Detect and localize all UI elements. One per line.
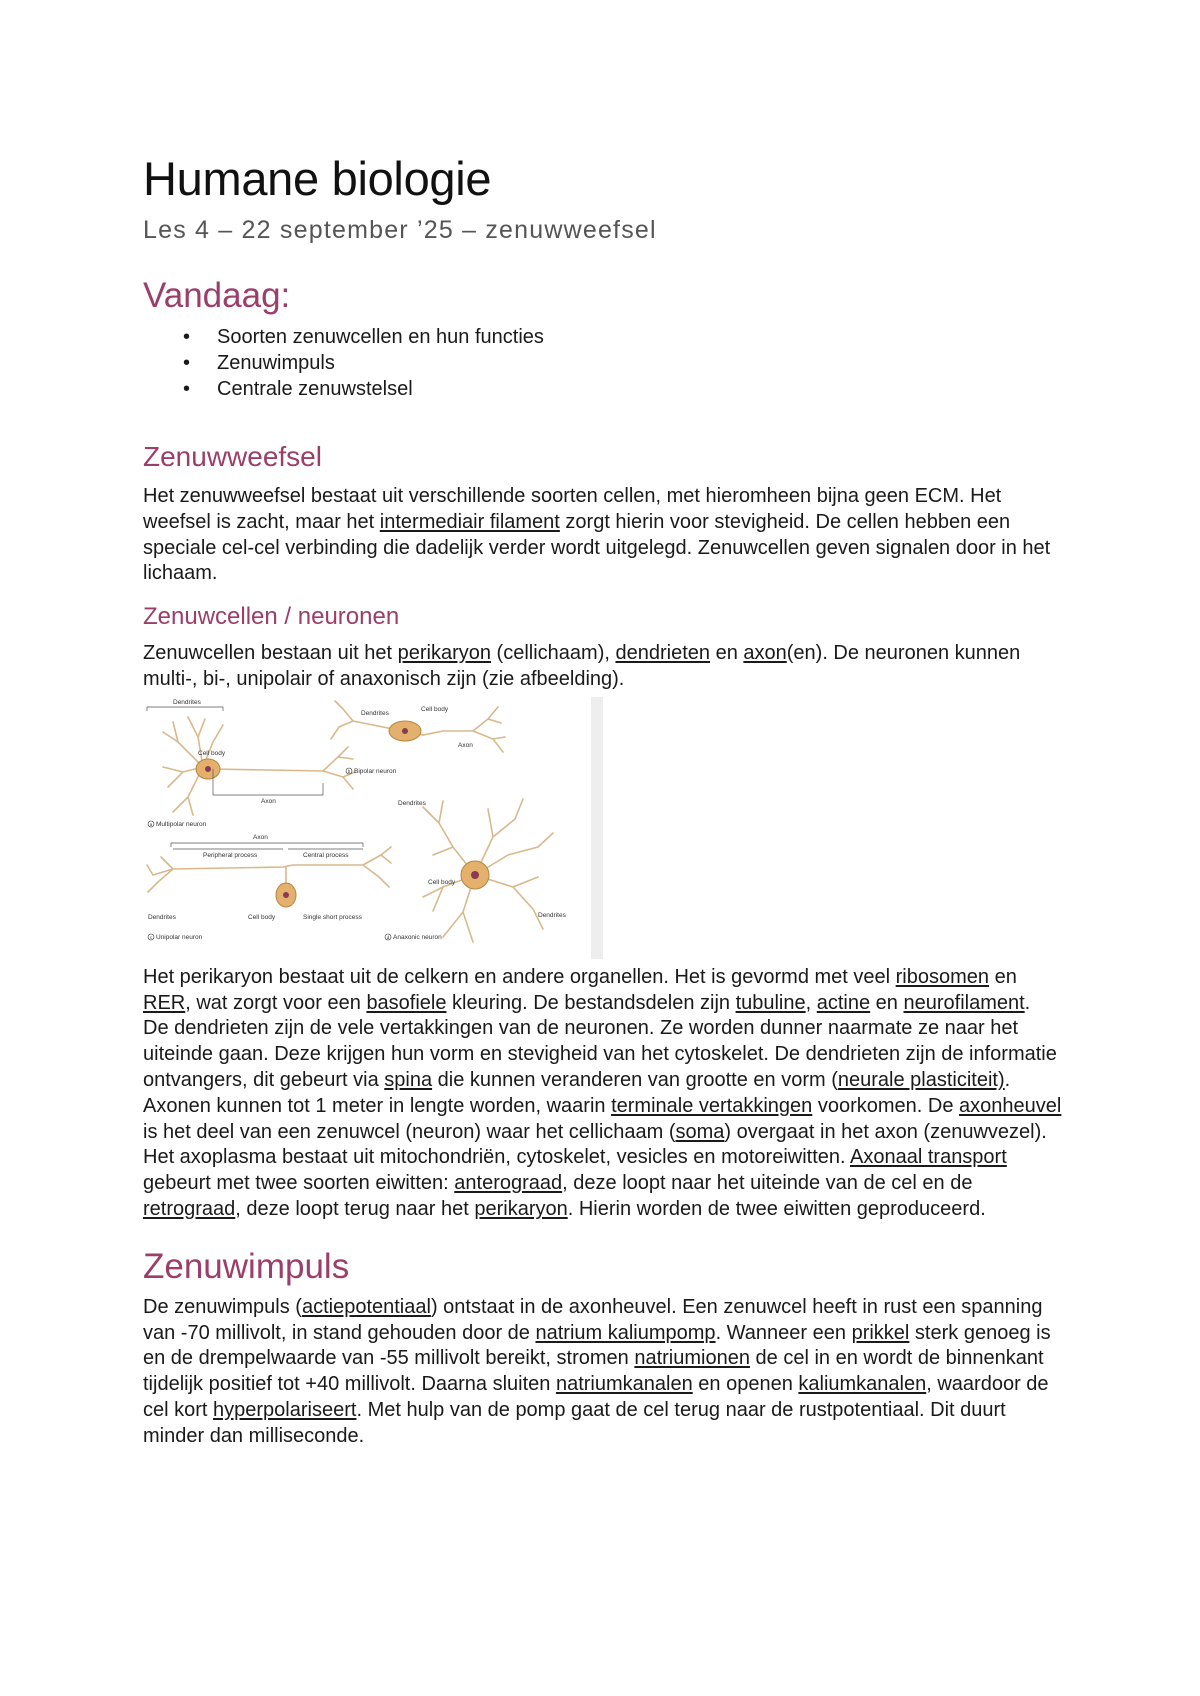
text-run: De zenuwimpuls (: [143, 1295, 302, 1318]
text-run: , waardoor de cel kort: [143, 1373, 1049, 1421]
label-dendrites-d: Dendrites: [398, 799, 426, 807]
paragraph-zenuwimpuls: [143, 1295, 1063, 1450]
underlined-term: Axonaal transport: [850, 1146, 1007, 1169]
text-run: Axonen kunnen tot 1 meter in lengte worden, waarin: [143, 1094, 612, 1117]
label-anaxonic: Anaxonic neuron: [393, 933, 442, 941]
underlined-term: axon: [743, 642, 787, 665]
label-peripheral: Peripheral process: [203, 851, 258, 859]
underlined-term: perikaryon: [397, 642, 491, 665]
underlined-term: kaliumkanalen: [798, 1373, 927, 1396]
text-run: (cellichaam),: [491, 642, 616, 665]
underlined-term: actiepotentiaal: [301, 1295, 431, 1318]
text-run: . Hierin worden de twee eiwitten geproduceerd.: [567, 1197, 986, 1220]
label-axon-c: Axon: [253, 833, 268, 841]
text-run: Het perikaryon bestaat uit de celkern en andere organellen. Het is gevormd met veel: [143, 965, 896, 988]
underlined-term: retrograad: [143, 1197, 236, 1220]
text-run: . Met hulp van de pomp gaat de cel terug naar de rustpotentiaal. Dit duurt minder dan milliseconde.: [143, 1398, 1006, 1447]
text-run: sterk genoeg is en de drempelwaarde van -55 millivolt bereikt, stromen: [143, 1321, 1051, 1370]
doc-title: Humane biologie: [143, 152, 492, 205]
text-run: De dendrieten zijn de vele vertakkingen van de neuronen. Ze worden dunner naarmate ze naar het uiteinde gaan. Deze krijgen hun vorm en stevigheid van het cytoskelet. De dendrieten zijn de informatie ontvangers, dit gebeurt via: [143, 1017, 1057, 1091]
underlined-term: intermediair filament: [379, 510, 560, 533]
paragraph-zenuwweefsel: [143, 484, 1063, 587]
label-letter-a: a: [149, 821, 153, 827]
underlined-term: tubuline: [735, 991, 806, 1014]
text-run: ) ontstaat in de axonheuvel. Een zenuwcel heeft in rust een spanning van -70 millivolt, in stand gehouden door de: [143, 1295, 1043, 1344]
paragraph-perikaryon: [143, 965, 1063, 1017]
label-bipolar: Bipolar neuron: [354, 767, 397, 775]
paragraph-dendrieten: [143, 1016, 1063, 1093]
underlined-term: natriumionen: [634, 1347, 750, 1370]
text-run: , deze loopt terug naar het: [235, 1197, 475, 1220]
label-axon-a: Axon: [261, 797, 276, 805]
label-cell-body-c: Cell body: [248, 913, 276, 921]
text-run: en openen: [692, 1373, 799, 1396]
doc-subtitle: Les 4 – 22 september ’25 – zenuwweefsel: [143, 216, 657, 244]
paragraph-axonen: [143, 1094, 1063, 1223]
label-central: Central process: [303, 851, 349, 859]
underlined-term: spina: [384, 1068, 433, 1091]
list-item: • Zenuwimpuls: [143, 350, 1063, 376]
text-run: Zenuwcellen bestaan uit het: [143, 642, 398, 665]
paragraph-neuronen-intro: [143, 641, 1063, 693]
text-run: , deze loopt naar het uiteinde van de cel en de: [562, 1172, 973, 1195]
underlined-term: prikkel: [851, 1321, 910, 1344]
label-cell-body-d: Cell body: [428, 878, 456, 886]
underlined-term: ribosomen: [895, 965, 990, 988]
underlined-term: actine: [816, 991, 871, 1014]
text-run: .: [1004, 1068, 1011, 1091]
list-item: • Soorten zenuwcellen en hun functies: [143, 324, 1063, 350]
underlined-term: neurale plasticiteit): [837, 1068, 1005, 1091]
label-letter-c: c: [149, 934, 153, 940]
text-run: ) overgaat in het axon (zenuwvezel). Het axoplasma bestaat uit mitochondriën, cytoskelet, vesicles en motoreiwitten.: [143, 1120, 1047, 1169]
underlined-term: natriumkanalen: [555, 1373, 693, 1396]
label-dendrites-c: Dendrites: [148, 913, 176, 921]
underlined-term: terminale vertakkingen: [611, 1094, 813, 1117]
text-run: (en). De neuronen kunnen multi-, bi-, unipolair of anaxonisch zijn (zie afbeelding).: [143, 642, 1021, 690]
underlined-term: hyperpolariseert: [213, 1398, 357, 1421]
text-run: , wat zorgt voor een: [185, 991, 367, 1014]
label-cell-body-b: Cell body: [421, 705, 449, 713]
underlined-term: RER: [143, 991, 186, 1014]
list-item: • Centrale zenuwstelsel: [143, 376, 1063, 402]
underlined-term: axonheuvel: [959, 1094, 1062, 1117]
text-run: is het deel van een zenuwcel (neuron) waar het cellichaam (: [143, 1120, 676, 1143]
underlined-term: perikaryon: [474, 1197, 568, 1220]
text-run: ,: [805, 991, 817, 1014]
underlined-term: anterograad: [454, 1172, 563, 1195]
text-run: Het zenuwweefsel bestaat uit verschillende soorten cellen, met hieromheen bijna geen ECM. Het weefsel is zacht, maar het: [143, 485, 1002, 533]
text-run: .: [1024, 991, 1031, 1014]
label-unipolar: Unipolar neuron: [156, 933, 203, 941]
text-run: en: [989, 965, 1017, 988]
underlined-term: natrium kaliumpomp: [535, 1321, 716, 1344]
label-dendrite-b: Dendrites: [361, 709, 389, 717]
underlined-term: basofiele: [366, 991, 447, 1014]
heading-zenuwweefsel: Zenuwweefsel: [143, 441, 322, 472]
text-run: de cel in en wordt de binnenkant tijdelijk positief tot +40 millivolt. Daarna sluiten: [143, 1347, 1044, 1396]
text-run: en: [870, 991, 904, 1014]
heading-zenuwimpuls: Zenuwimpuls: [143, 1246, 350, 1286]
neuron-types-figure: [143, 697, 603, 959]
label-axon-b: Axon: [458, 741, 473, 749]
agenda-list: [143, 324, 1063, 402]
document-content: [143, 150, 1063, 1450]
heading-neuronen: Zenuwcellen / neuronen: [143, 603, 400, 631]
label-letter-b: b: [347, 768, 351, 774]
underlined-term: dendrieten: [615, 642, 711, 665]
text-run: kleuring. De bestandsdelen zijn: [446, 991, 736, 1014]
label-dendrites-d2: Dendrites: [538, 911, 566, 919]
text-run: die kunnen veranderen van grootte en vorm (: [432, 1068, 838, 1091]
label-single-short: Single short process: [303, 913, 362, 921]
underlined-term: soma: [675, 1120, 725, 1143]
heading-vandaag: Vandaag:: [143, 276, 291, 315]
text-run: voorkomen. De: [812, 1094, 960, 1117]
text-run: zorgt hierin voor stevigheid. De cellen hebben een speciale cel-cel verbinding die dadelijk verder wordt uitgelegd. Zenuwcellen geven signalen door in het lichaam.: [143, 510, 1051, 585]
label-letter-d: d: [386, 934, 390, 940]
underlined-term: neurofilament: [903, 991, 1025, 1014]
text-run: gebeurt met twee soorten eiwitten:: [143, 1172, 455, 1195]
label-cell-body-a: Cell body: [198, 749, 226, 757]
label-dendrites-a: Dendrites: [173, 698, 201, 706]
text-run: en: [710, 642, 744, 665]
label-multipolar: Multipolar neuron: [156, 820, 207, 828]
text-run: . Wanneer een: [715, 1321, 852, 1344]
